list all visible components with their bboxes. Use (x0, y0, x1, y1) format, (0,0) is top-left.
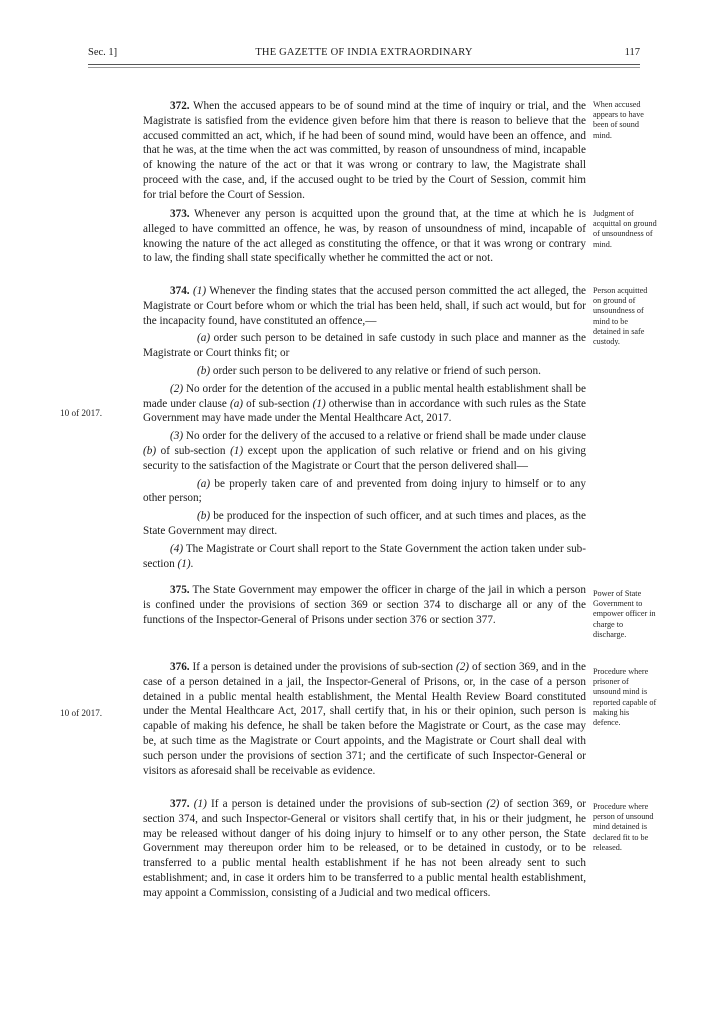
section-374-clause-b: (b) order such person to be delivered to any relative or friend of such person. (197, 364, 541, 377)
section-number: 374. (170, 285, 190, 297)
section-number: 376. (170, 661, 190, 673)
margin-note-376: Procedure where prisoner of unsound mind is reported capable of making his defence. (593, 667, 657, 728)
section-374-sub4: (4) The Magistrate or Court shall report to the State Government the action taken under sub-section (1). (143, 542, 586, 570)
section-number: 375. (170, 584, 190, 596)
section-377 (143, 797, 586, 904)
section-374-sub1: 374. (1) Whenever the finding states that the accused person committed the act alleged, the Magistrate or Court before whom or which the trial has been held, shall, if such act would, but for the incapacity found, have constituted an offence,— (143, 285, 587, 327)
header-rule (88, 64, 640, 68)
page-header (88, 47, 640, 63)
margin-note-377: Procedure where person of unsound mind detained is declared fit to be released. (593, 802, 654, 852)
margin-note-375: Power of State Government to empower officer in charge to discharge. (593, 589, 656, 639)
section-374-clause-a: (a) order such person to be detained in safe custody in such place and manner as the Magistrate or Court thinks fit; or (143, 332, 586, 360)
section-374-sub3-clause-b: (b) be produced for the inspection of such officer, and at such times and places, as the State Government may direct. (143, 510, 586, 537)
gazette-title: THE GAZETTE OF INDIA EXTRAORDINARY (255, 47, 473, 58)
section-375-text: 375. The State Government may empower the officer in charge of the jail in which a person is confined under the provisions of section 369 or section 374 to discharge all or any of the functions of the Inspector-General of Prisons under section 376 or section 377. (143, 584, 586, 626)
section-376-text: 376. If a person is detained under the provisions of sub-section (2) of section 369, and in the case of a person detained in a jail, the Inspector-General of Prisons, or, in the case of a person detained in a public mental health establishment, the Mental Health Review Board constituted under the Mental Healthcare Act, 2017, shall certify that, in his or their opinion, such person is capable of making his defence, he shall be taken before the Magistrate or Court, as the case may be, at such time as the Magistrate or Court appoints, and the Magistrate or Court shall deal with such person under the provisions of section 371; and the certificate of such Inspector-General or visitors as aforesaid shall be receivable as evidence. (143, 661, 586, 777)
section-375 (143, 583, 586, 630)
section-373 (143, 207, 586, 269)
section-number: 372. (170, 100, 190, 112)
section-376 (143, 660, 586, 781)
margin-note-374: Person acquitted on ground of unsoundness of mind to be detained in safe custody. (593, 286, 648, 347)
page-number: 117 (624, 47, 640, 58)
section-373-text: 373. Whenever any person is acquitted upon the ground that, at the time at which he is alleged to have committed an offence, he was, by reason of unsoundness of mind, incapable of knowing the nature of the act alleged as constituting the offence, or that it was wrong or contrary to law, the finding shall state specifically whether he committed the act or not. (143, 208, 586, 265)
left-note-374: 10 of 2017. (60, 408, 103, 418)
section-372-text: 372. When the accused appears to be of sound mind at the time of inquiry or trial, and the Magistrate is satisfied from the evidence given before him that there is reason to believe that the accused committed an act, which, if he had been of sound mind, would have been an offence, and that he was, at the time when the act was committed, by reason of unsoundness of mind, incapable of knowing the nature of the act or that it was wrong or contrary to law, the Magistrate shall proceed with the case, and, if the accused ought to be tried by the Court of Session, commit him for trial before the Court of Session. (143, 100, 586, 201)
section-374-sub2: (2) No order for the detention of the accused in a public mental health establishment shall be made under clause (a) of sub-section (1) otherwise than in accordance with such rules as the State Government may have made under the Mental Healthcare Act, 2017. (143, 382, 587, 425)
section-label: Sec. 1] (88, 47, 118, 58)
section-number: 373. (170, 208, 190, 220)
section-372 (143, 99, 586, 206)
section-374-sub3: (3) No order for the delivery of the accused to a relative or friend shall be made under clause (b) of sub-section (1) except upon the application of such relative or friend and on his giving security to the satisfaction of the Magistrate or Court that the person delivered shall— (143, 430, 587, 472)
margin-note-373: Judgment of acquittal on ground of unsoundness of mind. (593, 209, 657, 249)
section-377-text: 377. (1) If a person is detained under the provisions of sub-section (2) of section 369, or section 374, and such Inspector-General or visitors shall certify that, in his or their judgment, he may be released without danger of his doing injury to himself or to any other person, the State Government may thereupon order him to be released, or to be detained in custody, or to be transferred to a public mental health establishment if he has not been already sent to such establishment; and, in case it orders him to be transferred to a public mental health establishment, may appoint a Commission, consisting of a Judicial and two medical officers. (143, 798, 587, 899)
margin-note-372: When accused appears to have been of sound mind. (593, 100, 644, 140)
left-note-376: 10 of 2017. (60, 708, 103, 718)
section-number: 377. (170, 798, 190, 810)
section-374 (143, 284, 586, 574)
section-374-sub3-clause-a: (a) be properly taken care of and prevented from doing injury to himself or to any other person; (143, 477, 586, 505)
